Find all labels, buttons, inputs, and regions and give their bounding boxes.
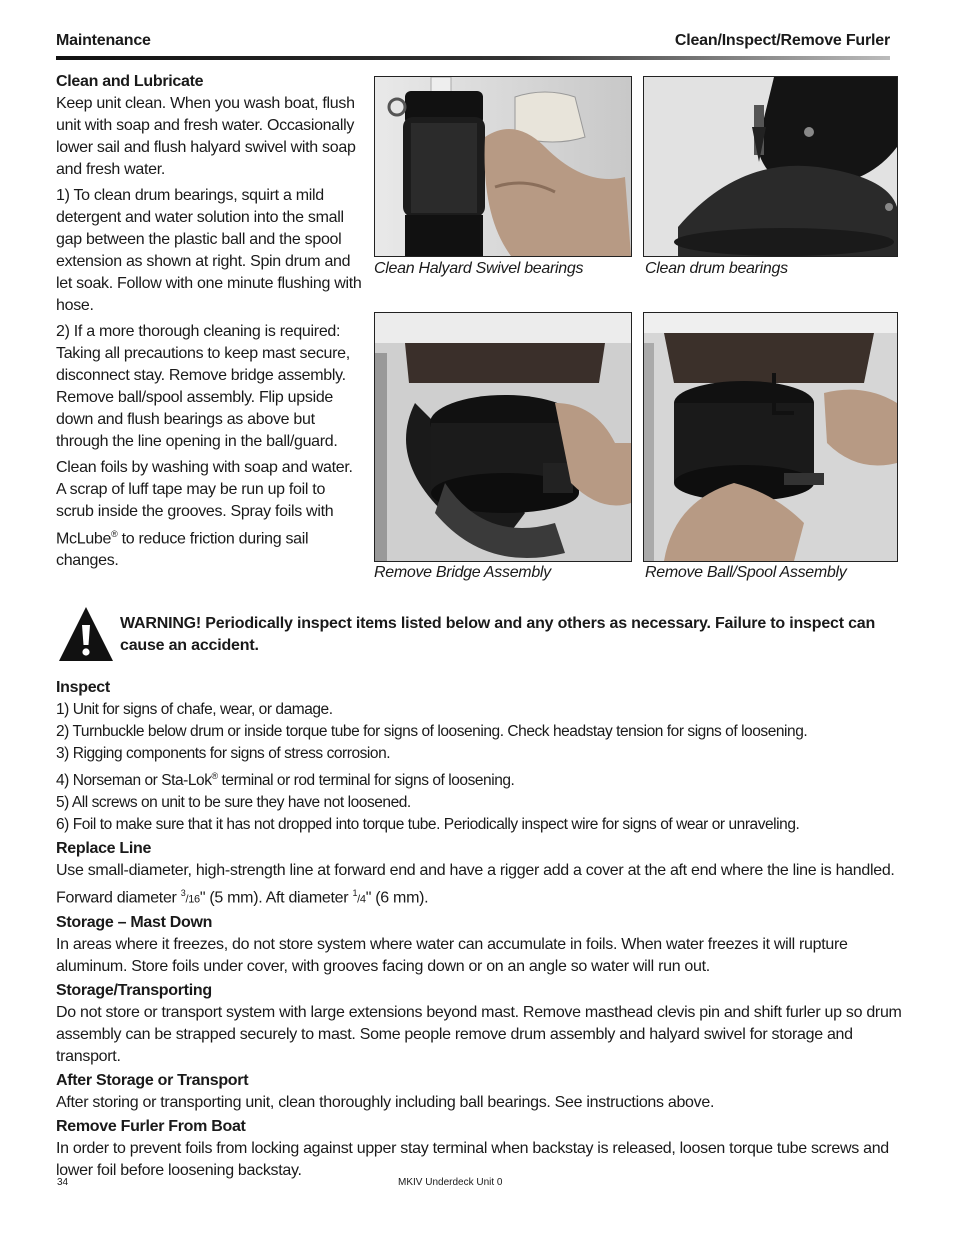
photo-bridge-assembly [374,312,632,562]
after-storage-heading: After Storage or Transport [56,1072,249,1090]
inspect-item [56,765,902,792]
warning-text: WARNING! Periodically inspect items listed below and any others as necessary. Failure to inspect can cause an accident. [120,615,876,654]
photo-halyard-swivel [374,76,632,257]
replace-text: Use small-diameter, high-strength line at forward end and have a rigger add a cover at the aft end where the line is handled. Forward diameter [56,862,895,907]
caption-ball-spool-assembly: Remove Ball/Spool Assembly [645,564,847,581]
storage-transporting-paragraph: Do not store or transport system with large extensions beyond mast. Remove masthead clevis pin and shift furler up so drum assembly can be strapped securely to mast. Some people remove drum assembly and halyard swivel for storage and transport. [56,1004,902,1066]
replace-line-paragraph [56,860,902,910]
storage-mast-down-paragraph: In areas where it freezes, do not store system where water can accumulate in foils. When water freezes it will rupture aluminum. Store foils under cover, with grooves facing down or on an angle so water will run out. [56,936,848,976]
inspect-heading: Inspect [56,679,110,696]
photo-ball-spool-assembly [643,312,898,562]
after-storage-paragraph: After storing or transporting unit, clean thoroughly including ball bearings. See instructions above. [56,1094,715,1112]
clean-p4-text-end: to reduce friction during sail changes. [56,530,309,570]
header-rule [56,56,890,60]
inspect-item-4-text: 4) Norseman or Sta-Lok [56,772,212,790]
maintenance-body [56,675,902,1182]
clean-p4-text: Clean foils by washing with soap and water. A scrap of luff tape may be run up foil to scrub inside the grooves. Spray foils with McLube [56,459,353,548]
storage-mast-down-heading: Storage – Mast Down [56,914,213,932]
caption-bridge-assembly: Remove Bridge Assembly [374,564,551,581]
inspect-item: 1) Unit for signs of chafe, wear, or damage. [56,701,333,718]
clean-paragraph-1: Keep unit clean. When you wash boat, flush unit with soap and fresh water. Occasionally lower sail and flush halyard swivel with soap and fresh water. [56,95,356,178]
storage-transporting-heading: Storage/Transporting [56,982,212,1000]
fraction-denominator: /4 [357,893,366,906]
warning-triangle-icon [58,606,114,662]
page-topic-title: Clean/Inspect/Remove Furler [674,32,890,49]
inspect-item: 5) All screws on unit to be sure they have not loosened. [56,794,411,812]
section-title: Maintenance [56,32,151,49]
document-name: MKIV Underdeck Unit 0 [398,1177,503,1188]
inspect-item: 3) Rigging components for signs of stress corrosion. [56,745,391,762]
inspect-item-4-rest: terminal or rod terminal for signs of loosening. [217,772,515,790]
replace-text-end: " (6 mm). [365,889,429,907]
replace-text-mid: " (5 mm). Aft diameter [199,889,353,907]
fraction-numerator: 1 [352,888,358,899]
registered-mark: ® [111,529,118,539]
inspect-item: 6) Foil to make sure that it has not dropped into torque tube. Periodically inspect wire for signs of wear or unraveling. [56,816,800,834]
photo-drum-bearings [643,76,898,257]
page-header [56,32,890,58]
remove-furler-paragraph: In order to prevent foils from locking against upper stay terminal when backstay is released, loosen torque tube screws and lower foil before loosening backstay. [56,1140,889,1180]
clean-paragraph-3: 2) If a more thorough cleaning is required: Taking all precautions to keep mast secure, disconnect stay. Remove bridge assembly. Remove ball/spool assembly. Flip upside down and flush bearings as above but through the line opening in the ball/guard. [56,323,350,450]
registered-mark: ® [211,771,218,781]
page-number: 34 [57,1177,69,1188]
fraction-denominator: /16 [185,893,200,906]
clean-paragraph-4 [56,457,362,572]
clean-heading: Clean and Lubricate [56,73,204,90]
inspect-list [56,699,902,836]
caption-drum-bearings: Clean drum bearings [645,260,788,277]
fraction-numerator: 3 [180,888,186,899]
replace-line-heading: Replace Line [56,840,152,858]
inspect-item: 2) Turnbuckle below drum or inside torque tube for signs of loosening. Check headstay tension for signs of loosening. [56,723,808,740]
remove-furler-heading: Remove Furler From Boat [56,1118,246,1136]
caption-halyard-swivel: Clean Halyard Swivel bearings [374,260,584,277]
clean-paragraph-2: 1) To clean drum bearings, squirt a mild detergent and water solution into the small gap between the plastic ball and the spool extension as shown at right. Spin drum and let soak. Follow with one minute flushing with hose. [56,187,362,314]
clean-lubricate-section [56,71,362,576]
